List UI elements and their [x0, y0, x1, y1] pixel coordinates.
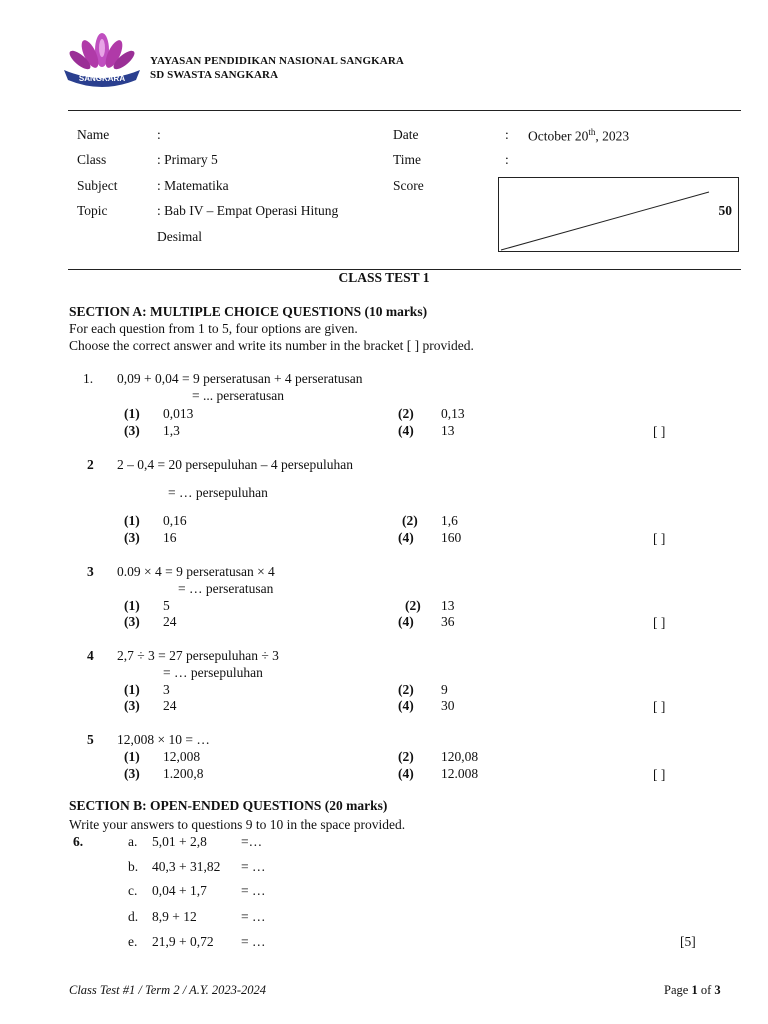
school-logo [60, 24, 144, 90]
option-number: (3) [124, 614, 140, 629]
item-answer-blank[interactable]: = … [241, 859, 266, 874]
item-expression: 8,9 + 12 [152, 909, 197, 924]
option-value: 36 [441, 614, 455, 629]
question-6-marks: [5] [680, 934, 696, 949]
question-text-cont: = … persepuluhan [168, 485, 268, 500]
option-number: (3) [124, 423, 140, 438]
question-6-number: 6. [73, 834, 84, 849]
class-label: Class [77, 152, 107, 167]
test-title: CLASS TEST 1 [338, 270, 430, 285]
subject-label: Subject [77, 178, 118, 193]
question-number: 2 [87, 457, 94, 472]
option-number: (1) [124, 406, 140, 421]
item-expression: 40,3 + 31,82 [152, 859, 221, 874]
question-text-cont: = … persepuluhan [163, 665, 263, 680]
item-letter: b. [128, 859, 139, 874]
option-value: 13 [441, 598, 455, 613]
item-letter: e. [128, 934, 138, 949]
page-number: Page 1 of 3 [664, 983, 721, 997]
option-number: (2) [405, 598, 421, 613]
option-value: 160 [441, 530, 462, 545]
option-value: 16 [163, 530, 177, 545]
option-number: (3) [124, 530, 140, 545]
foundation-name: YAYASAN PENDIDIKAN NASIONAL SANGKARA [150, 55, 404, 67]
option-value: 0,13 [441, 406, 465, 421]
footer-test-info: Class Test #1 / Term 2 / A.Y. 2023-2024 [69, 983, 267, 997]
option-number: (2) [402, 513, 418, 528]
section-b-instruction: Write your answers to questions 9 to 10 in the space provided. [69, 817, 406, 832]
topic-label: Topic [77, 203, 108, 218]
option-number: (1) [124, 682, 140, 697]
answer-bracket[interactable]: [ ] [653, 699, 666, 714]
score-diagonal [499, 178, 740, 253]
option-value: 24 [163, 698, 177, 713]
question-text: 0.09 × 4 = 9 perseratusan × 4 [117, 564, 275, 579]
date-colon: : [505, 127, 509, 142]
subject-value: : Matematika [157, 178, 229, 193]
option-number: (2) [398, 406, 414, 421]
option-value: 12,008 [163, 749, 201, 764]
option-value: 13 [441, 423, 455, 438]
item-letter: c. [128, 883, 138, 898]
score-box[interactable] [498, 177, 739, 252]
option-value: 0,16 [163, 513, 187, 528]
time-colon: : [505, 152, 509, 167]
option-number: (3) [124, 698, 140, 713]
answer-bracket[interactable]: [ ] [653, 767, 666, 782]
option-number: (4) [398, 530, 414, 545]
question-text: 12,008 × 10 = … [117, 732, 210, 747]
item-expression: 21,9 + 0,72 [152, 934, 214, 949]
question-text: 2,7 ÷ 3 = 27 persepuluhan ÷ 3 [117, 648, 279, 663]
question-number: 4 [87, 648, 94, 663]
option-number: (4) [398, 614, 414, 629]
score-label: Score [393, 178, 424, 193]
option-value: 12.008 [441, 766, 479, 781]
section-a-instruction-1: For each question from 1 to 5, four options are given. [69, 321, 358, 336]
option-number: (3) [124, 766, 140, 781]
answer-bracket[interactable]: [ ] [653, 615, 666, 630]
item-answer-blank[interactable]: = … [241, 909, 266, 924]
option-value: 24 [163, 614, 177, 629]
name-value: : [157, 127, 161, 142]
option-value: 3 [163, 682, 170, 697]
question-text: 2 – 0,4 = 20 persepuluhan – 4 persepuluhan [117, 457, 353, 472]
question-text: 0,09 + 0,04 = 9 perseratusan + 4 perseratusan [117, 371, 363, 386]
time-label: Time [393, 152, 422, 167]
item-answer-blank[interactable]: = … [241, 883, 266, 898]
answer-bracket[interactable]: [ ] [653, 531, 666, 546]
question-text-cont: = ... perseratusan [192, 388, 284, 403]
option-number: (1) [124, 749, 140, 764]
item-answer-blank[interactable]: = … [241, 934, 266, 949]
option-number: (4) [398, 766, 414, 781]
item-letter: a. [128, 834, 138, 849]
option-value: 1,3 [163, 423, 180, 438]
option-number: (4) [398, 698, 414, 713]
option-value: 1.200,8 [163, 766, 204, 781]
option-number: (1) [124, 598, 140, 613]
option-value: 1,6 [441, 513, 458, 528]
question-number: 3 [87, 564, 94, 579]
option-value: 120,08 [441, 749, 479, 764]
option-value: 5 [163, 598, 170, 613]
score-total: 50 [718, 203, 732, 218]
option-value: 9 [441, 682, 448, 697]
name-label: Name [77, 127, 110, 142]
option-value: 30 [441, 698, 455, 713]
question-number: 5 [87, 732, 94, 747]
question-text-cont: = … perseratusan [178, 581, 274, 596]
date-label: Date [393, 127, 419, 142]
option-number: (2) [398, 749, 414, 764]
option-number: (4) [398, 423, 414, 438]
header-divider [68, 110, 741, 111]
answer-bracket[interactable]: [ ] [653, 424, 666, 439]
class-value: : Primary 5 [157, 152, 218, 167]
option-number: (1) [124, 513, 140, 528]
date-value: October 20th, 2023 [528, 127, 630, 144]
section-a-instruction-2: Choose the correct answer and write its number in the bracket [ ] provided. [69, 338, 474, 353]
section-a-title: SECTION A: MULTIPLE CHOICE QUESTIONS (10 marks) [69, 304, 428, 319]
item-expression: 5,01 + 2,8 [152, 834, 207, 849]
option-value: 0,013 [163, 406, 194, 421]
item-letter: d. [128, 909, 139, 924]
section-b-title: SECTION B: OPEN-ENDED QUESTIONS (20 marks) [69, 798, 388, 813]
item-expression: 0,04 + 1,7 [152, 883, 207, 898]
topic-value: : Bab IV – Empat Operasi Hitung [157, 203, 339, 218]
option-number: (2) [398, 682, 414, 697]
topic-value-cont: Desimal [157, 229, 202, 244]
school-name: SD SWASTA SANGKARA [150, 69, 279, 81]
logo-text: SANGKARA [78, 74, 126, 83]
question-number: 1. [83, 371, 94, 386]
item-answer-blank[interactable]: =… [241, 834, 263, 849]
